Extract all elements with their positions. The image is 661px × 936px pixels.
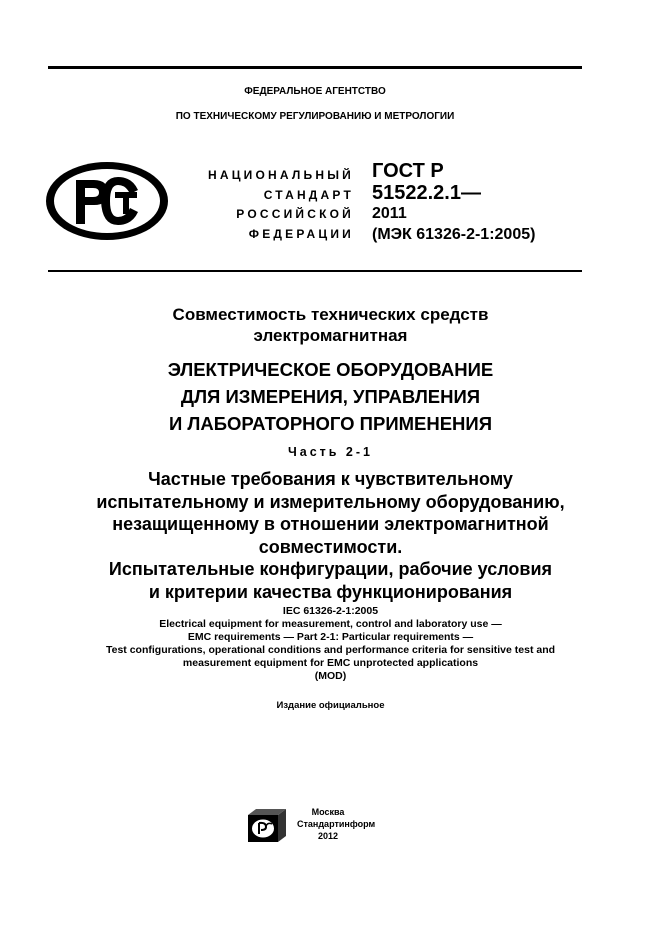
title-subtitle [0,468,661,603]
national-standard-label [208,166,354,244]
national-line-1: НАЦИОНАЛЬНЫЙ [207,168,354,182]
national-line-3: РОССИЙСКОЙ [236,207,354,221]
middle-rule [48,270,582,272]
gost-prefix: ГОСТ Р [372,160,444,182]
title-sub-line-3: незащищенному в отношении электромагнитной [112,514,549,534]
publisher-year: 2012 [317,831,339,841]
title-sub-line-6: и критерии качества функционирования [148,581,513,602]
gost-number: 51522.2.1— [372,182,481,204]
iec-line-4: Test configurations, operational conditions and performance criteria for sensitive test and [105,644,556,656]
title-compatibility [0,304,661,346]
publisher-name: Стандартинформ [297,819,376,829]
publisher-city: Москва [311,807,345,817]
title-main-line-2: ДЛЯ ИЗМЕРЕНИЯ, УПРАВЛЕНИЯ [180,386,481,407]
standard-designation [372,160,535,246]
title-sub-line-4: совместимости. [258,536,403,557]
iec-line-5: measurement equipment for EMC unprotected applications [182,657,479,669]
iec-line-2: Electrical equipment for measurement, control and laboratory use — [159,618,502,630]
agency-line-1: ФЕДЕРАЛЬНОЕ АГЕНТСТВО [244,86,386,97]
title-main-line-1: ЭЛЕКТРИЧЕСКОЕ ОБОРУДОВАНИЕ [167,359,494,380]
title-compat-line-1: Совместимость технических средств [172,305,489,324]
gost-r-logo-icon [44,160,170,242]
iec-line-1: IEC 61326-2-1:2005 [282,605,379,617]
edition-label: Издание официальное [276,700,385,711]
part-label: Часть 2-1 [287,445,374,459]
iec-line-3: EMC requirements — Part 2-1: Particular requirements — [187,631,474,643]
title-main [0,356,661,437]
title-sub-line-2: испытательному и измерительному оборудованию, [96,491,565,512]
standartinform-logo-icon [248,809,288,843]
top-rule [48,66,582,69]
title-sub-line-1: Частные требования к чувствительному [148,469,513,489]
iec-title-block [0,605,661,683]
iec-reference: (МЭК 61326-2-1:2005) [372,226,536,243]
agency-line-2: ПО ТЕХНИЧЕСКОМУ РЕГУЛИРОВАНИЮ И МЕТРОЛОГИИ [175,111,455,122]
title-main-line-3: И ЛАБОРАТОРНОГО ПРИМЕНЕНИЯ [168,413,493,434]
national-line-2: СТАНДАРТ [263,187,354,202]
national-line-4: ФЕДЕРАЦИИ [248,226,354,241]
title-sub-line-5: Испытательные конфигурации, рабочие условия [108,559,553,579]
gost-year: 2011 [372,205,407,222]
title-compat-line-2: электромагнитная [253,326,408,345]
iec-line-6: (MOD) [314,670,347,682]
publisher-block [297,806,376,842]
